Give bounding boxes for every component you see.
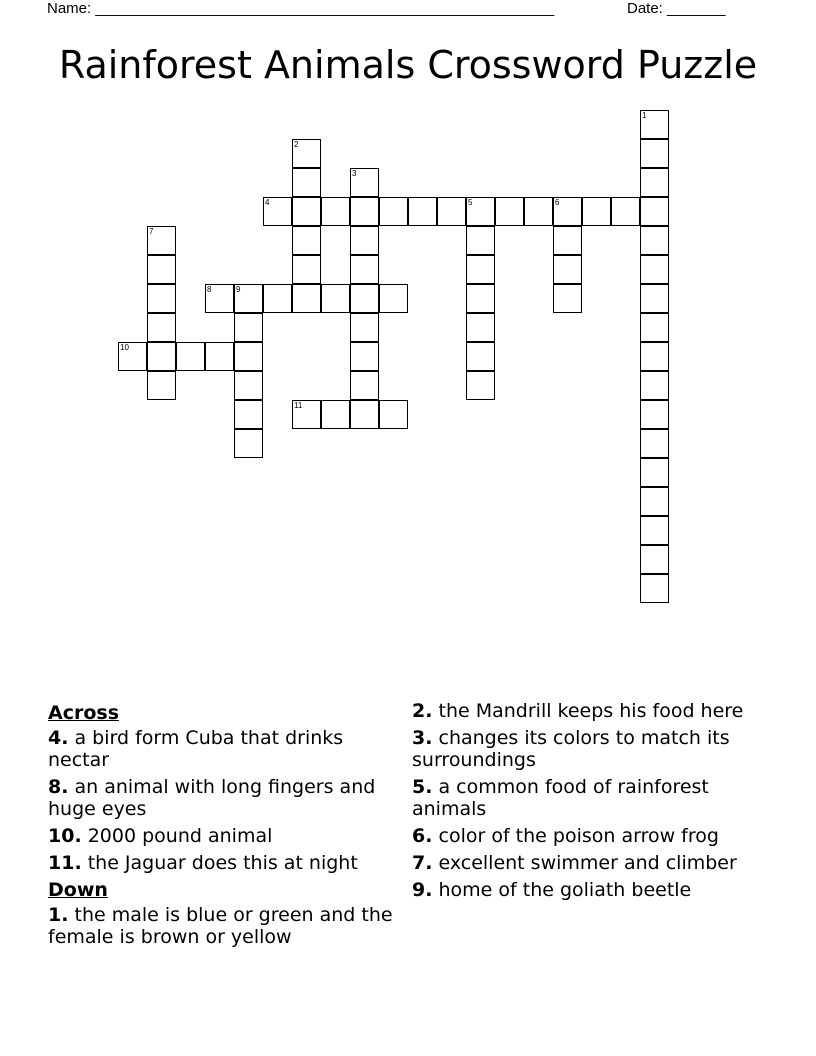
clue-number: 3. xyxy=(412,727,433,749)
crossword-cell[interactable] xyxy=(640,458,669,487)
crossword-cell[interactable] xyxy=(321,400,350,429)
crossword-cell[interactable] xyxy=(350,255,379,284)
crossword-cell[interactable] xyxy=(379,284,408,313)
cell-number: 5 xyxy=(468,198,473,207)
crossword-cell[interactable] xyxy=(205,342,234,371)
crossword-cell[interactable] xyxy=(553,255,582,284)
crossword-cell[interactable] xyxy=(118,342,147,371)
clue-text: an animal with long fingers and huge eyes xyxy=(48,776,376,820)
clues-right-column xyxy=(412,700,757,906)
crossword-cell[interactable] xyxy=(292,226,321,255)
crossword-cell[interactable] xyxy=(350,168,379,197)
date-line: Date: _______ xyxy=(627,0,726,17)
crossword-cell[interactable] xyxy=(379,400,408,429)
clue-item xyxy=(48,904,393,948)
clue-text: changes its colors to match its surroundings xyxy=(412,727,730,771)
clue-item xyxy=(48,776,393,820)
clue-item xyxy=(412,879,757,901)
crossword-cell[interactable] xyxy=(640,574,669,603)
crossword-cell[interactable] xyxy=(640,487,669,516)
crossword-cell[interactable] xyxy=(553,226,582,255)
crossword-cell[interactable] xyxy=(582,197,611,226)
crossword-cell[interactable] xyxy=(640,168,669,197)
crossword-cell[interactable] xyxy=(147,284,176,313)
crossword-cell[interactable] xyxy=(379,197,408,226)
crossword-cell[interactable] xyxy=(321,197,350,226)
page-title: Rainforest Animals Crossword Puzzle xyxy=(58,43,758,87)
crossword-cell[interactable] xyxy=(611,197,640,226)
crossword-cell[interactable] xyxy=(292,400,321,429)
crossword-cell[interactable] xyxy=(234,284,263,313)
cell-number: 10 xyxy=(120,343,129,352)
clue-number: 4. xyxy=(48,727,69,749)
crossword-cell[interactable] xyxy=(640,139,669,168)
cell-number: 8 xyxy=(207,285,212,294)
crossword-cell[interactable] xyxy=(234,371,263,400)
clue-number: 9. xyxy=(412,879,433,901)
crossword-cell[interactable] xyxy=(147,313,176,342)
crossword-cell[interactable] xyxy=(147,342,176,371)
crossword-cell[interactable] xyxy=(437,197,466,226)
crossword-cell[interactable] xyxy=(466,226,495,255)
crossword-cell[interactable] xyxy=(147,371,176,400)
cell-number: 7 xyxy=(149,227,154,236)
crossword-cell[interactable] xyxy=(350,197,379,226)
crossword-cell[interactable] xyxy=(234,429,263,458)
clue-number: 7. xyxy=(412,852,433,874)
crossword-cell[interactable] xyxy=(234,313,263,342)
crossword-cell[interactable] xyxy=(292,197,321,226)
crossword-cell[interactable] xyxy=(292,168,321,197)
crossword-cell[interactable] xyxy=(350,226,379,255)
cell-number: 4 xyxy=(265,198,270,207)
crossword-cell[interactable] xyxy=(292,284,321,313)
crossword-cell[interactable] xyxy=(640,371,669,400)
name-line: Name: _______________________________________________________ xyxy=(47,0,555,17)
clues-left-column xyxy=(48,700,393,953)
crossword-cell[interactable] xyxy=(640,197,669,226)
crossword-cell[interactable] xyxy=(524,197,553,226)
clue-item xyxy=(412,776,757,820)
crossword-cell[interactable] xyxy=(234,400,263,429)
crossword-cell[interactable] xyxy=(292,255,321,284)
crossword-cell[interactable] xyxy=(408,197,437,226)
clue-number: 8. xyxy=(48,776,69,798)
clue-item xyxy=(48,852,393,874)
crossword-cell[interactable] xyxy=(147,255,176,284)
crossword-cell[interactable] xyxy=(205,284,234,313)
clue-text: color of the poison arrow frog xyxy=(432,825,719,847)
crossword-cell[interactable] xyxy=(350,342,379,371)
cell-number: 6 xyxy=(555,198,560,207)
clue-text: home of the goliath beetle xyxy=(432,879,692,901)
crossword-cell[interactable] xyxy=(640,255,669,284)
crossword-cell[interactable] xyxy=(640,429,669,458)
crossword-cell[interactable] xyxy=(263,284,292,313)
clue-item xyxy=(412,825,757,847)
clue-number: 10. xyxy=(48,825,82,847)
crossword-cell[interactable] xyxy=(263,197,292,226)
crossword-cell[interactable] xyxy=(234,342,263,371)
clue-item xyxy=(412,727,757,771)
crossword-cell[interactable] xyxy=(350,400,379,429)
clue-text: excellent swimmer and climber xyxy=(432,852,737,874)
crossword-cell[interactable] xyxy=(466,284,495,313)
crossword-cell[interactable] xyxy=(466,342,495,371)
crossword-cell[interactable] xyxy=(640,313,669,342)
crossword-cell[interactable] xyxy=(640,400,669,429)
clue-text: the male is blue or green and the female is brown or yellow xyxy=(48,904,393,948)
clue-text: the Mandrill keeps his food here xyxy=(432,700,744,722)
clue-heading: Down xyxy=(48,879,108,901)
crossword-cell[interactable] xyxy=(495,197,524,226)
clue-number: 11. xyxy=(48,852,82,874)
clue-text: a common food of rainforest animals xyxy=(412,776,709,820)
clue-item xyxy=(48,727,393,771)
clue-number: 5. xyxy=(412,776,433,798)
cell-number: 2 xyxy=(294,140,299,149)
crossword-cell[interactable] xyxy=(466,197,495,226)
crossword-cell[interactable] xyxy=(466,313,495,342)
crossword-cell[interactable] xyxy=(147,226,176,255)
clue-number: 6. xyxy=(412,825,433,847)
crossword-cell[interactable] xyxy=(176,342,205,371)
crossword-cell[interactable] xyxy=(640,110,669,139)
crossword-cell[interactable] xyxy=(292,139,321,168)
crossword-cell[interactable] xyxy=(350,371,379,400)
clue-text: 2000 pound animal xyxy=(81,825,273,847)
cell-number: 3 xyxy=(352,169,357,178)
crossword-cell[interactable] xyxy=(640,342,669,371)
crossword-cell[interactable] xyxy=(553,197,582,226)
clue-text: a bird form Cuba that drinks nectar xyxy=(48,727,344,771)
crossword-cell[interactable] xyxy=(640,226,669,255)
cell-number: 9 xyxy=(236,285,241,294)
crossword-cell[interactable] xyxy=(350,284,379,313)
clue-text: the Jaguar does this at night xyxy=(81,852,358,874)
cell-number: 1 xyxy=(642,111,647,120)
crossword-cell[interactable] xyxy=(466,371,495,400)
crossword-cell[interactable] xyxy=(466,255,495,284)
clue-number: 2. xyxy=(412,700,433,722)
crossword-cell[interactable] xyxy=(640,545,669,574)
clue-number: 1. xyxy=(48,904,69,926)
crossword-cell[interactable] xyxy=(553,284,582,313)
crossword-cell[interactable] xyxy=(640,284,669,313)
crossword-cell[interactable] xyxy=(321,284,350,313)
clue-item xyxy=(412,852,757,874)
clue-item xyxy=(412,700,757,722)
clue-heading: Across xyxy=(48,702,120,724)
cell-number: 11 xyxy=(294,401,303,410)
clue-item xyxy=(48,825,393,847)
crossword-cell[interactable] xyxy=(350,313,379,342)
crossword-cell[interactable] xyxy=(640,516,669,545)
